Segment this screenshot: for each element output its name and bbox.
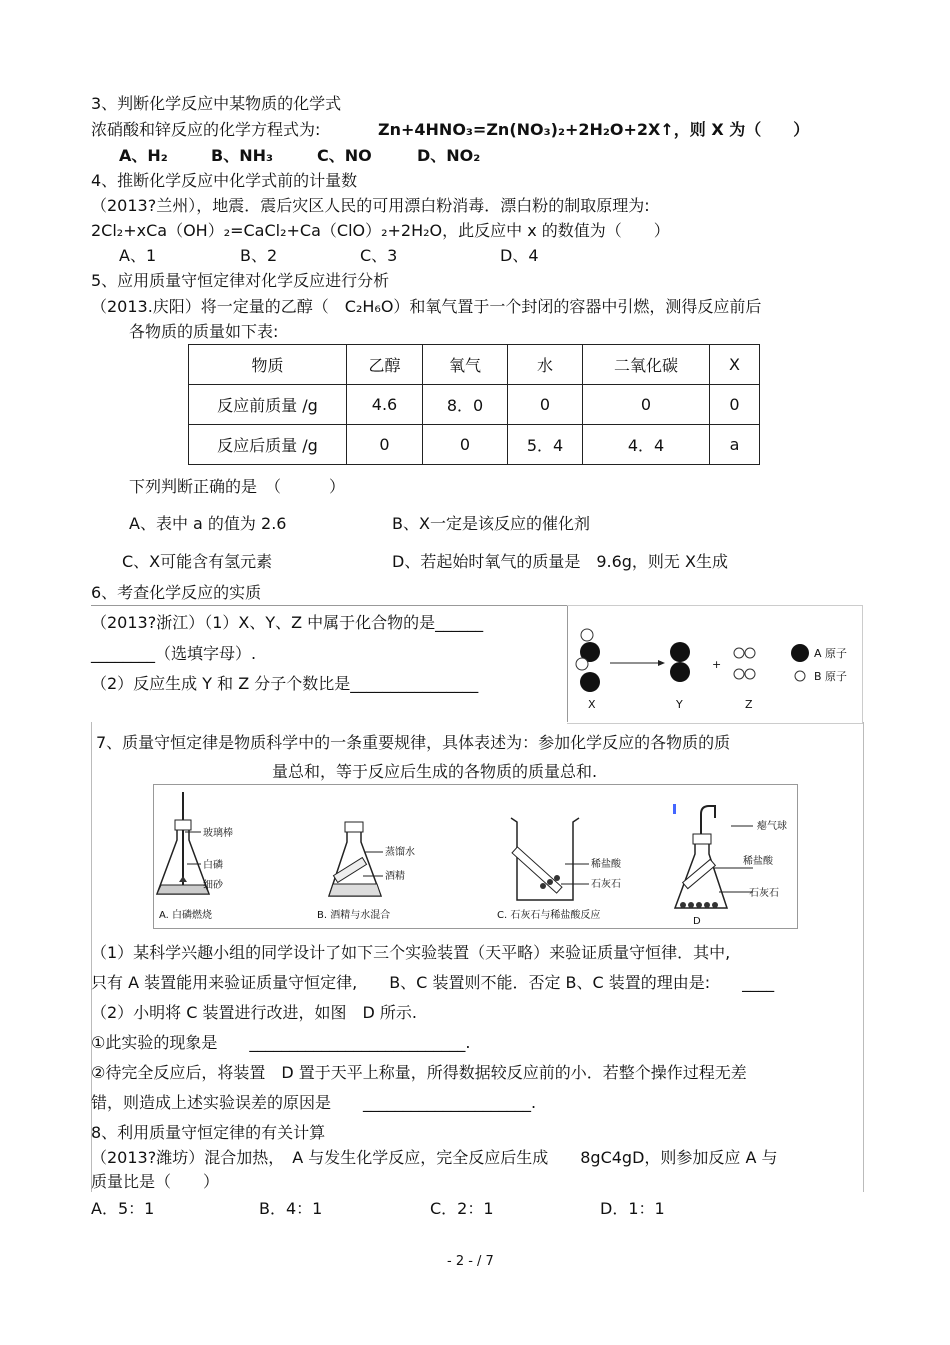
legend-a-atom-icon — [791, 644, 809, 662]
q6-line3: （2）反应生成 Y 和 Z 分子个数比是________________ — [91, 674, 479, 693]
table-cell: 5．4 — [508, 425, 583, 465]
q8-line2: 质量比是（ ） — [91, 1172, 220, 1191]
q4-option-a: A、1 — [119, 246, 157, 265]
label-x: X — [588, 698, 596, 711]
q5-option-b: B、X一定是该反应的催化剂 — [392, 514, 590, 533]
molecule-z — [734, 648, 755, 679]
q7-p2: （2）小明将 C 装置进行改进，如图 D 所示. — [91, 1003, 418, 1022]
label-distilled-water: 蒸馏水 — [385, 847, 415, 858]
q4-option-b: B、2 — [240, 246, 278, 265]
mass-table — [188, 344, 760, 465]
label-hcl-c: 稀盐酸 — [591, 859, 621, 870]
q3-title: 3、判断化学反应中某物质的化学式 — [91, 94, 342, 113]
apparatus-a — [157, 792, 233, 921]
label-limestone-d: 石灰石 — [749, 888, 779, 899]
apparatus-d — [673, 804, 787, 927]
label-glass-rod: 玻璃棒 — [203, 828, 233, 839]
q3-option-d: D、NO₂ — [417, 146, 481, 165]
label-balloon: 瘪气球 — [757, 821, 787, 832]
q8-option-d: D．1：1 — [600, 1199, 665, 1218]
plus-sign: + — [712, 658, 722, 671]
q4-title: 4、推断化学反应中化学式前的计量数 — [91, 171, 358, 190]
label-y: Y — [676, 698, 683, 711]
table-header: 物质 — [189, 345, 347, 385]
table-row — [189, 385, 760, 425]
table-cell: 0 — [423, 425, 508, 465]
table-cell: 4．4 — [583, 425, 710, 465]
label-z: Z — [745, 698, 753, 711]
table-cell: 反应前质量 /g — [189, 385, 347, 425]
q6-line2: ________（选填字母）. — [91, 644, 257, 663]
q8-option-b: B．4：1 — [259, 1199, 323, 1218]
table-header: 乙醇 — [347, 345, 423, 385]
q6-title: 6、考查化学反应的实质 — [91, 583, 262, 602]
q7-p1b: 只有 A 装置能用来验证质量守恒定律, B、C 装置则不能．否定 B、C 装置的理由是: ____ — [91, 973, 775, 992]
caption-b: B. 酒精与水混合 — [317, 910, 391, 921]
q5-option-c: C、X可能含有氢元素 — [122, 552, 273, 571]
apparatus-diagram — [153, 784, 796, 927]
caption-d: D — [693, 916, 701, 927]
q5-title: 5、应用质量守恒定律对化学反应进行分析 — [91, 271, 390, 290]
table-header-row — [189, 345, 760, 385]
q8-option-c: C．2：1 — [430, 1199, 494, 1218]
table-cell: 0 — [583, 385, 710, 425]
label-fine-sand: 细砂 — [203, 880, 223, 891]
q4-option-c: C、3 — [360, 246, 398, 265]
apparatus-c — [497, 818, 622, 921]
q5-option-d: D、若起始时氧气的质量是 9.6g，则无 X生成 — [392, 552, 728, 571]
label-hcl-d: 稀盐酸 — [743, 856, 773, 867]
q6-line1: （2013?浙江）（1）X、Y、Z 中属于化合物的是______ — [91, 613, 484, 632]
table-cell: 0 — [347, 425, 423, 465]
legend-a: A 原子 — [814, 647, 848, 660]
legend-b: B 原子 — [814, 670, 848, 683]
q5-line1: （2013.庆阳）将一定量的乙醇（ C₂H₆O）和氧气置于一个封闭的容器中引燃，测得反应前后 — [91, 297, 762, 316]
q7-p4a: ②待完全反应后，将装置 D 置于天平上称量，所得数据较反应前的小．若整个操作过程无差 — [91, 1063, 747, 1082]
q7-line2: 量总和，等于反应后生成的各物质的质量总和. — [272, 762, 598, 781]
q3-option-a: A、H₂ — [119, 146, 168, 165]
label-alcohol: 酒精 — [385, 871, 405, 882]
table-cell: 4.6 — [347, 385, 423, 425]
q4-line1: （2013?兰州），地震．震后灾区人民的可用漂白粉消毒．漂白粉的制取原理为: — [91, 196, 650, 215]
molecule-diagram — [570, 620, 860, 720]
molecule-y — [670, 642, 690, 682]
q8-option-a: A．5：1 — [91, 1199, 155, 1218]
q5-question: 下列判断正确的是 （ ） — [129, 477, 346, 496]
q3-intro: 浓硝酸和锌反应的化学方程式为: — [91, 120, 321, 139]
caption-a: A. 白磷燃烧 — [159, 910, 213, 921]
q3-option-b: B、NH₃ — [211, 146, 273, 165]
q7-line1: 7、质量守恒定律是物质科学中的一条重要规律，具体表述为：参加化学反应的各物质的质 — [96, 733, 731, 752]
table-row — [189, 425, 760, 465]
legend-b-atom-icon — [795, 671, 805, 681]
table-cell: 8．0 — [423, 385, 508, 425]
table-header: 氧气 — [423, 345, 508, 385]
q3-option-c: C、NO — [317, 146, 372, 165]
page-number: - 2 - / 7 — [447, 1254, 494, 1269]
table-cell: 反应后质量 /g — [189, 425, 347, 465]
q4-line2: 2Cl₂+xCa（OH）₂=CaCl₂+Ca（ClO）₂+2H₂O，此反应中 x 的数值为（ ） — [91, 221, 670, 240]
q8-title: 8、利用质量守恒定律的有关计算 — [91, 1123, 326, 1142]
q5-option-a: A、表中 a 的值为 2.6 — [129, 514, 287, 533]
table-cell: a — [710, 425, 760, 465]
q3-equation: Zn+4HNO₃=Zn(NO₃)₂+2H₂O+2X↑，则 X 为（ ） — [378, 120, 810, 139]
q8-line1: （2013?潍坊）混合加热， A 与发生化学反应，完全反应后生成 8gC4gD，则参加反应 A 与 — [91, 1148, 778, 1167]
caption-c: C. 石灰石与稀盐酸反应 — [497, 910, 601, 921]
table-cell: 0 — [508, 385, 583, 425]
q7-p1a: （1）某科学兴趣小组的同学设计了如下三个实验装置（天平略）来验证质量守恒律．其中, — [91, 943, 731, 962]
table-header: 二氧化碳 — [583, 345, 710, 385]
table-cell: 0 — [710, 385, 760, 425]
q4-option-d: D、4 — [500, 246, 539, 265]
label-white-phosphorus: 白磷 — [203, 860, 223, 871]
q7-p3: ①此实验的现象是 ___________________________. — [91, 1033, 471, 1052]
q5-line2: 各物质的质量如下表: — [129, 322, 279, 341]
table-header: X — [710, 345, 760, 385]
apparatus-b — [317, 822, 415, 921]
label-limestone-c: 石灰石 — [591, 879, 621, 890]
molecule-x — [576, 629, 600, 692]
q7-p4b: 错，则造成上述实验误差的原因是 _____________________. — [91, 1093, 537, 1112]
table-header: 水 — [508, 345, 583, 385]
